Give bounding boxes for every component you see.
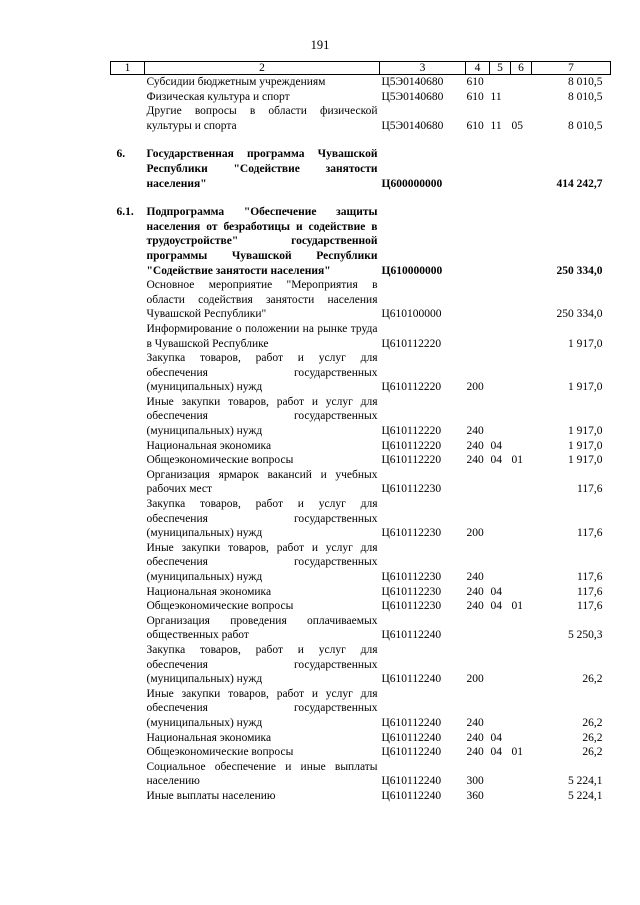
- table-row: [111, 687, 611, 731]
- row-col-5: [490, 760, 511, 789]
- table-row: [111, 541, 611, 585]
- row-number: [111, 90, 145, 105]
- row-code: Ц610112240: [381, 746, 442, 759]
- row-number: [111, 745, 145, 760]
- row-number: [111, 439, 145, 454]
- table-row: [111, 599, 611, 614]
- table-row: [111, 322, 611, 351]
- row-col-6: [511, 351, 532, 395]
- row-name: Закупка товаров, работ и услуг для обеспечения государственных (муниципальных) нужд: [146, 498, 378, 540]
- row-code: Ц610112240: [381, 716, 442, 729]
- table-row: [111, 731, 611, 746]
- table-row: [111, 497, 611, 541]
- table-row: [111, 468, 611, 497]
- row-amount: 5 250,3: [568, 629, 603, 642]
- row-name: Национальная экономика: [146, 585, 272, 598]
- row-col-4: 610: [466, 119, 484, 132]
- row-col-6: 05: [511, 119, 523, 132]
- header-col-5: 5: [490, 62, 511, 75]
- row-col-4: 300: [466, 775, 484, 788]
- row-code: Ц610112230: [381, 483, 442, 496]
- budget-table: [110, 61, 611, 804]
- row-col-6: [511, 643, 532, 687]
- row-amount: 117,6: [577, 585, 603, 598]
- row-col-5: 04: [490, 454, 502, 467]
- row-number: [111, 614, 145, 643]
- row-col-6: 01: [511, 746, 523, 759]
- row-col-5: [490, 191, 511, 278]
- row-name: Закупка товаров, работ и услуг для обеспечения государственных (муниципальных) нужд: [146, 352, 378, 394]
- row-name: Организация проведения оплачиваемых общественных работ: [146, 614, 378, 642]
- header-col-6: 6: [511, 62, 532, 75]
- row-col-5: [490, 468, 511, 497]
- row-amount: 1 917,0: [568, 454, 603, 467]
- table-row: [111, 278, 611, 322]
- row-amount: 117,6: [577, 483, 603, 496]
- row-number: [111, 643, 145, 687]
- row-code: Ц610112230: [381, 527, 442, 540]
- row-number: [111, 599, 145, 614]
- row-code: Ц610112240: [381, 789, 442, 802]
- row-number: [111, 75, 145, 90]
- row-code: Ц5Э0140680: [381, 119, 444, 132]
- row-number: [111, 541, 145, 585]
- row-col-5: [490, 789, 511, 804]
- row-code: Ц610100000: [381, 308, 442, 321]
- row-name: Организация ярмарок вакансий и учебных рабочих мест: [146, 468, 378, 496]
- row-amount: 5 224,1: [568, 789, 603, 802]
- row-amount: 8 010,5: [568, 119, 603, 132]
- table-row: [111, 191, 611, 278]
- row-col-4: [466, 322, 490, 351]
- row-col-4: 200: [466, 673, 484, 686]
- row-code: Ц610112220: [381, 439, 442, 452]
- table-row: [111, 90, 611, 105]
- row-col-5: 04: [490, 600, 502, 613]
- row-amount: 8 010,5: [568, 90, 603, 103]
- table-row: [111, 351, 611, 395]
- row-col-5: [490, 75, 511, 90]
- row-col-6: [511, 541, 532, 585]
- row-col-5: 11: [490, 90, 502, 103]
- row-amount: 117,6: [577, 527, 603, 540]
- row-amount: 5 224,1: [568, 775, 603, 788]
- row-amount: 1 917,0: [568, 381, 603, 394]
- row-number: [111, 789, 145, 804]
- row-code: Ц5Э0140680: [381, 90, 444, 103]
- row-number: [111, 760, 145, 789]
- row-name: Национальная экономика: [146, 731, 272, 744]
- row-code: Ц610000000: [381, 264, 443, 277]
- row-amount: 117,6: [577, 571, 603, 583]
- row-col-6: [511, 90, 532, 105]
- row-code: Ц610112240: [381, 673, 442, 686]
- table-row: [111, 453, 611, 468]
- header-col-1: 1: [111, 62, 145, 75]
- row-col-5: [490, 351, 511, 395]
- row-col-6: [511, 322, 532, 351]
- row-col-5: 04: [490, 439, 502, 452]
- row-name: Закупка товаров, работ и услуг для обеспечения государственных (муниципальных) нужд: [146, 643, 378, 686]
- row-col-5: 04: [490, 585, 502, 598]
- row-col-5: [490, 643, 511, 687]
- row-code: Ц610112230: [381, 600, 442, 613]
- table-row: [111, 760, 611, 789]
- row-col-6: [511, 497, 532, 541]
- row-col-4: 240: [466, 746, 484, 759]
- row-col-6: [511, 585, 532, 600]
- table-row: [111, 439, 611, 454]
- table-row: [111, 75, 611, 90]
- row-amount: 26,2: [582, 746, 603, 759]
- header-col-4: 4: [466, 62, 490, 75]
- header-col-3: 3: [380, 62, 466, 75]
- row-number: 6.1.: [116, 206, 134, 219]
- table-row: [111, 585, 611, 600]
- row-col-6: [511, 760, 532, 789]
- row-col-4: 200: [466, 527, 484, 540]
- row-col-4: 200: [466, 381, 484, 394]
- row-name: Информирование о положении на рынке труда в Чувашской Республике: [146, 322, 378, 350]
- header-col-2: 2: [145, 62, 380, 75]
- table-header: [111, 62, 611, 75]
- row-col-6: [511, 468, 532, 497]
- row-amount: 26,2: [582, 673, 603, 686]
- row-col-4: 240: [466, 425, 484, 438]
- row-col-6: 01: [511, 600, 523, 613]
- row-col-4: [466, 191, 490, 278]
- table-row: [111, 789, 611, 804]
- table-row: [111, 643, 611, 687]
- row-col-4: 240: [466, 600, 484, 613]
- table-row: [111, 395, 611, 439]
- row-col-5: [490, 278, 511, 322]
- row-name: Государственная программа Чувашской Республики "Содействие занятости населения": [146, 148, 378, 190]
- row-name: Подпрограмма "Обеспечение защиты населения от безработицы и содействие в трудоустройстве" государственной программы Чувашской Республики "Содействие занятости населения": [146, 206, 378, 277]
- row-amount: 1 917,0: [568, 439, 603, 452]
- row-col-4: 240: [466, 716, 484, 729]
- row-col-5: [490, 497, 511, 541]
- row-col-5: [490, 687, 511, 731]
- row-name: Общеэкономические вопросы: [146, 600, 294, 613]
- row-amount: 414 242,7: [556, 177, 603, 190]
- row-name: Общеэкономические вопросы: [146, 454, 294, 467]
- row-name: Другие вопросы в области физической культуры и спорта: [146, 105, 378, 132]
- row-amount: 26,2: [582, 731, 603, 744]
- row-name: Физическая культура и спорт: [146, 90, 290, 103]
- row-code: Ц610112240: [381, 629, 442, 642]
- row-name: Социальное обеспечение и иные выплаты населению: [146, 760, 378, 788]
- row-name: Общеэкономические вопросы: [146, 746, 294, 759]
- row-col-6: [511, 191, 532, 278]
- row-col-4: [466, 133, 490, 191]
- row-code: Ц5Э0140680: [381, 76, 444, 88]
- row-name: Иные закупки товаров, работ и услуг для обеспечения государственных (муниципальных) нужд: [146, 541, 378, 583]
- row-number: [111, 585, 145, 600]
- row-number: [111, 497, 145, 541]
- row-col-5: [490, 133, 511, 191]
- row-code: Ц610112240: [381, 731, 442, 744]
- row-col-6: [511, 133, 532, 191]
- row-amount: 1 917,0: [568, 425, 603, 438]
- row-number: [111, 278, 145, 322]
- row-col-5: 11: [490, 119, 502, 132]
- header-row: [111, 62, 611, 75]
- row-amount: 8 010,5: [568, 76, 603, 88]
- row-col-5: 04: [490, 746, 502, 759]
- row-col-5: [490, 322, 511, 351]
- page-number: 191: [310, 38, 330, 52]
- row-col-6: [511, 75, 532, 90]
- row-number: [111, 731, 145, 746]
- row-code: Ц610112220: [381, 454, 442, 467]
- row-name: Субсидии бюджетным учреждениям: [146, 76, 326, 88]
- row-number: 6.: [116, 148, 126, 161]
- row-col-6: [511, 789, 532, 804]
- row-col-4: 240: [466, 439, 484, 452]
- row-code: Ц610112220: [381, 425, 442, 438]
- row-col-6: [511, 731, 532, 746]
- row-code: Ц610112230: [381, 571, 442, 583]
- row-col-4: [466, 278, 490, 322]
- row-name: Иные закупки товаров, работ и услуг для обеспечения государственных (муниципальных) нужд: [146, 687, 378, 729]
- table-body: [111, 75, 611, 804]
- row-amount: 250 334,0: [556, 264, 603, 277]
- row-col-4: 240: [466, 571, 484, 583]
- row-col-6: [511, 614, 532, 643]
- row-col-4: 610: [466, 90, 484, 103]
- row-col-5: [490, 614, 511, 643]
- row-code: Ц610112220: [381, 381, 442, 394]
- row-col-4: 360: [466, 789, 484, 802]
- row-number: [111, 395, 145, 439]
- row-number: [111, 687, 145, 731]
- row-col-5: [490, 395, 511, 439]
- row-number: [111, 322, 145, 351]
- row-code: Ц610112240: [381, 775, 442, 788]
- row-col-4: 610: [466, 76, 484, 88]
- row-col-6: 01: [511, 454, 523, 467]
- row-amount: 1 917,0: [568, 337, 603, 350]
- row-code: Ц610112230: [381, 585, 442, 598]
- row-col-5: [490, 541, 511, 585]
- row-col-6: [511, 395, 532, 439]
- row-col-5: 04: [490, 731, 502, 744]
- row-col-6: [511, 278, 532, 322]
- row-amount: 250 334,0: [556, 308, 603, 321]
- row-number: [111, 468, 145, 497]
- table-row: [111, 614, 611, 643]
- row-amount: 26,2: [582, 716, 603, 729]
- row-name: Национальная экономика: [146, 439, 272, 452]
- table-row: [111, 745, 611, 760]
- row-col-4: 240: [466, 454, 484, 467]
- row-number: [111, 453, 145, 468]
- row-name: Основное мероприятие "Мероприятия в области содействия занятости населения Чувашской Республики": [146, 279, 378, 321]
- row-amount: 117,6: [577, 600, 603, 613]
- row-col-6: [511, 439, 532, 454]
- row-col-4: 240: [466, 731, 484, 744]
- row-number: [111, 351, 145, 395]
- row-code: Ц600000000: [381, 177, 443, 190]
- row-code: Ц610112220: [381, 337, 442, 350]
- row-col-4: 240: [466, 585, 484, 598]
- row-name: Иные закупки товаров, работ и услуг для обеспечения государственных (муниципальных) нужд: [146, 395, 378, 438]
- row-name: Иные выплаты населению: [146, 789, 276, 802]
- row-col-6: [511, 687, 532, 731]
- row-col-4: [466, 614, 490, 643]
- row-number: [111, 104, 145, 133]
- row-col-4: [466, 468, 490, 497]
- table-row: [111, 104, 611, 133]
- header-col-7: 7: [532, 62, 611, 75]
- table-row: [111, 133, 611, 191]
